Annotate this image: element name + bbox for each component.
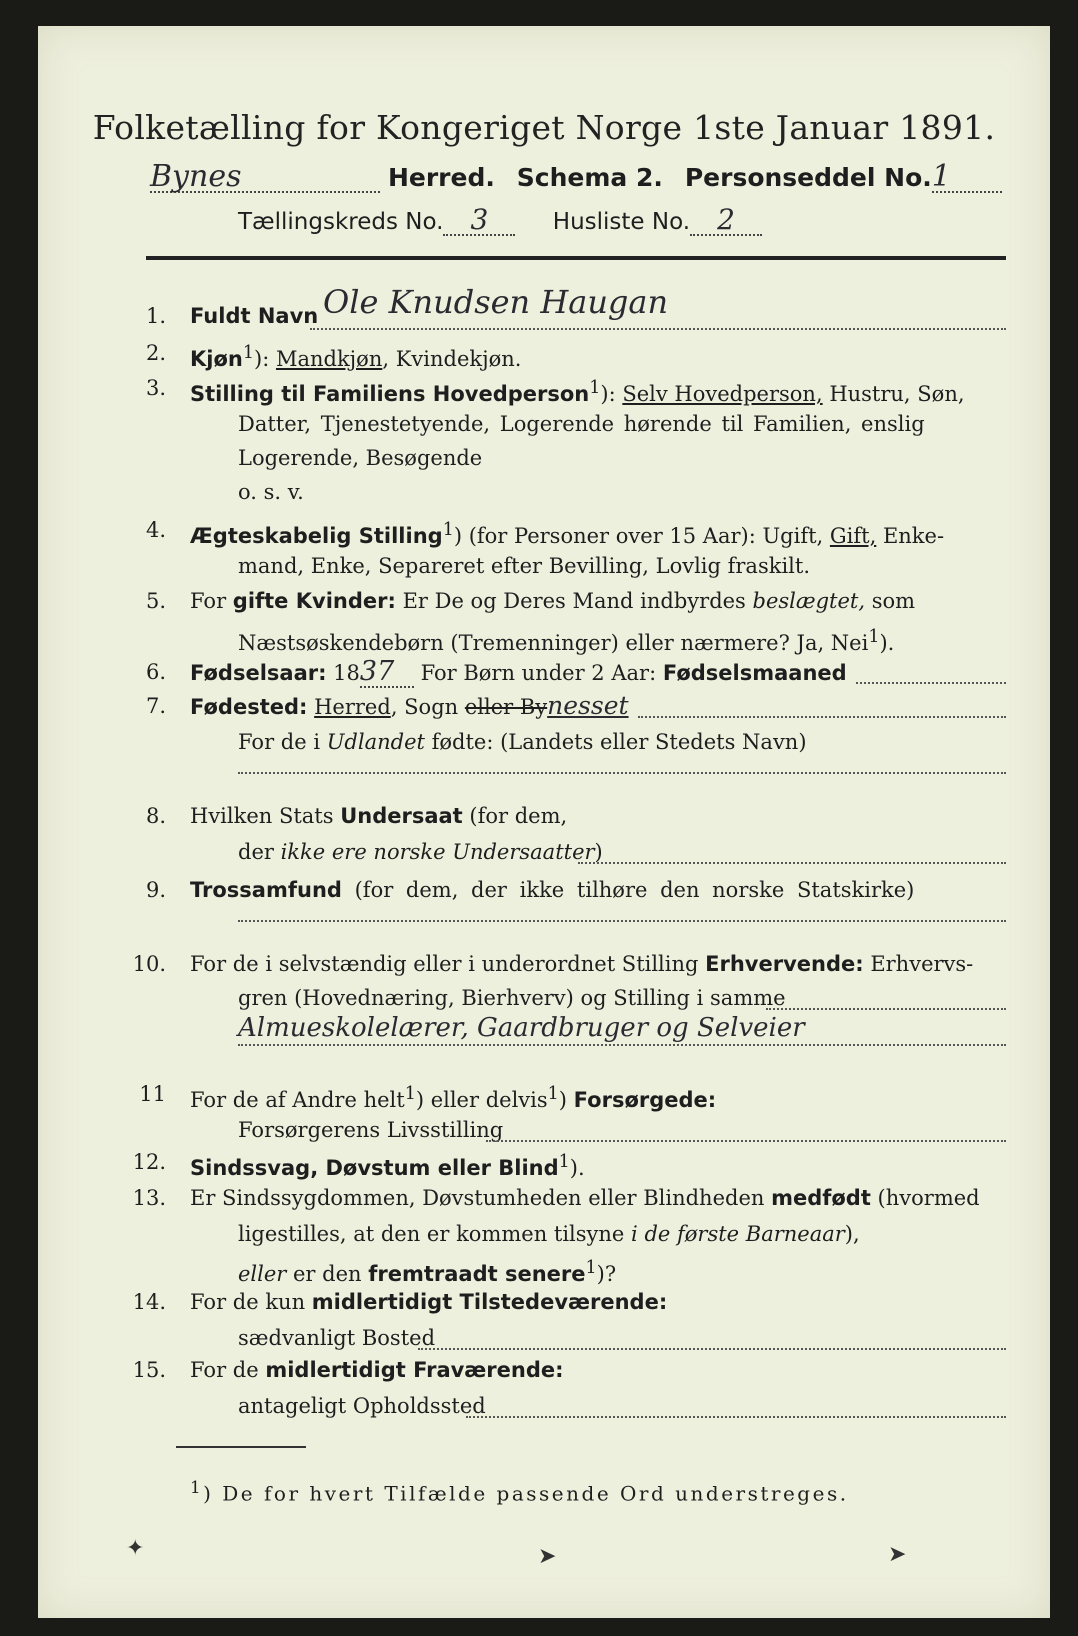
kreds-label: Tællingskreds No. <box>238 209 444 235</box>
item-12: Sindssvag, Døvstum eller Blind$^1$). <box>190 1152 585 1180</box>
selected-hovedperson: Selv Hovedperson, <box>622 382 823 406</box>
fill-line <box>238 772 1006 774</box>
item-13: Er Sindssygdommen, Døvstumheden eller Blindheden medfødt (hvormed <box>190 1186 980 1210</box>
item-number: 14. <box>132 1290 166 1314</box>
item-number: 15. <box>132 1358 166 1382</box>
item-15: For de midlertidigt Fraværende: <box>190 1358 564 1382</box>
item-10: For de i selvstændig eller i underordnet Stilling Erhvervende: Erhvervs- <box>190 952 974 976</box>
item-8-cont: der ikke ere norske Undersaatter) <box>238 840 603 864</box>
item-1 <box>190 302 318 330</box>
item-5: For gifte Kvinder: Er De og Deres Mand indbyrdes beslægtet, som <box>190 589 916 613</box>
item-3: Stilling til Familiens Hovedperson$^1$): Selv Hovedperson, Hustru, Søn, <box>190 378 965 406</box>
husliste-label: Husliste No. <box>552 209 691 235</box>
herred-row <box>150 159 1002 194</box>
item-number: 4. <box>145 518 166 542</box>
form-title: Folketælling for Kongeriget Norge 1ste Januar 1891. <box>92 108 996 147</box>
item-11: For de af Andre helt$^1$) eller delvis$^1$) Forsørgede: <box>190 1084 717 1112</box>
fill-line <box>638 716 1006 718</box>
item-11-cont: Forsørgerens Livsstilling <box>238 1118 504 1142</box>
fill-line <box>466 1416 1006 1418</box>
selected-mandkjon: Mandkjøn <box>275 347 383 371</box>
item-number: 10. <box>132 952 166 976</box>
item-6: Fødselsaar: 1837 For Børn under 2 Aar: Fødselsmaaned <box>190 656 847 687</box>
kreds-value: 3 <box>443 206 515 236</box>
item-7: Fødested: Herred, Sogn eller Bynesset <box>190 691 629 720</box>
fill-line <box>310 328 1006 330</box>
item-number: 13. <box>132 1186 166 1210</box>
item-number: 7. <box>145 694 166 718</box>
item-8: Hvilken Stats Undersaat (for dem, <box>190 804 568 828</box>
herred-value: Bynes <box>150 163 380 193</box>
birthplace-value: nesset <box>547 691 629 720</box>
footnote-rule <box>176 1446 306 1448</box>
item-number: 9. <box>145 878 166 902</box>
item-number: 12. <box>132 1150 166 1174</box>
item-4-cont: mand, Enke, Separeret efter Bevilling, Lovlig fraskilt. <box>238 554 811 578</box>
fill-line <box>766 1008 1006 1010</box>
item-3-cont: Logerende, Besøgende <box>238 446 483 470</box>
fill-line <box>486 1140 1006 1142</box>
item-number: 1. <box>145 304 166 328</box>
item-10-cont: gren (Hovednæring, Bierhverv) og Stilling i samme <box>238 986 786 1010</box>
name-value: Ole Knudsen Haugan <box>323 283 669 321</box>
item-2: Kjøn$^1$): Mandkjøn, Kvindekjøn. <box>190 343 522 371</box>
item-3-cont: Datter, Tjenestetyende, Logerende hørende til Familien, enslig <box>238 412 925 436</box>
item-number: 11 <box>139 1082 166 1106</box>
census-form-page <box>38 26 1050 1618</box>
item-7-cont: For de i Udlandet fødte: (Landets eller Stedets Navn) <box>238 730 807 754</box>
registration-mark: ➤ <box>538 1544 557 1569</box>
occupation-value: Almueskolelærer, Gaardbruger og Selveier <box>238 1013 805 1043</box>
item-13-cont: ligestilles, at den er kommen tilsyne i de første Barneaar), <box>238 1222 860 1246</box>
label-fuldt-navn: Fuldt Navn <box>190 304 319 328</box>
registration-mark: ✦ <box>126 1536 145 1561</box>
fill-line <box>238 1044 1006 1046</box>
item-15-cont: antageligt Opholdssted <box>238 1394 486 1418</box>
item-5-cont: Næstsøskendebørn (Tremenninger) eller nærmere? Ja, Nei$^1$). <box>238 627 895 655</box>
footnote: $^1$) De for hvert Tilfælde passende Ord understreges. <box>190 1478 849 1506</box>
item-number: 8. <box>145 804 166 828</box>
item-number: 3. <box>145 376 166 400</box>
item-number: 2. <box>145 341 166 365</box>
item-14-cont: sædvanligt Bosted <box>238 1326 436 1350</box>
schema-label: Schema 2. <box>516 163 663 192</box>
personseddel-value: 1 <box>932 163 1002 193</box>
fill-line <box>238 920 1006 922</box>
fill-line <box>578 862 1006 864</box>
registration-mark: ➤ <box>888 1542 907 1567</box>
herred-label: Herred. <box>387 163 495 192</box>
selected-gift: Gift, <box>829 524 877 548</box>
header-rule <box>146 256 1006 260</box>
kreds-row <box>238 203 762 236</box>
item-14: For de kun midlertidigt Tilstedeværende: <box>190 1290 668 1314</box>
item-4: Ægteskabelig Stilling$^1$) (for Personer over 15 Aar): Ugift, Gift, Enke- <box>190 520 945 548</box>
item-3-cont: o. s. v. <box>238 480 304 504</box>
personseddel-label: Personseddel No. <box>684 163 932 192</box>
item-9: Trossamfund (for dem, der ikke tilhøre den norske Statskirke) <box>190 878 915 902</box>
husliste-value: 2 <box>690 206 762 236</box>
birth-year-value: 37 <box>360 658 414 688</box>
fill-line <box>418 1348 1006 1350</box>
item-13-cont: eller er den fremtraadt senere$^1$)? <box>238 1258 617 1286</box>
fill-line <box>856 682 1006 684</box>
selected-herred: Herred <box>314 695 391 719</box>
item-number: 5. <box>145 589 166 613</box>
item-number: 6. <box>145 660 166 684</box>
